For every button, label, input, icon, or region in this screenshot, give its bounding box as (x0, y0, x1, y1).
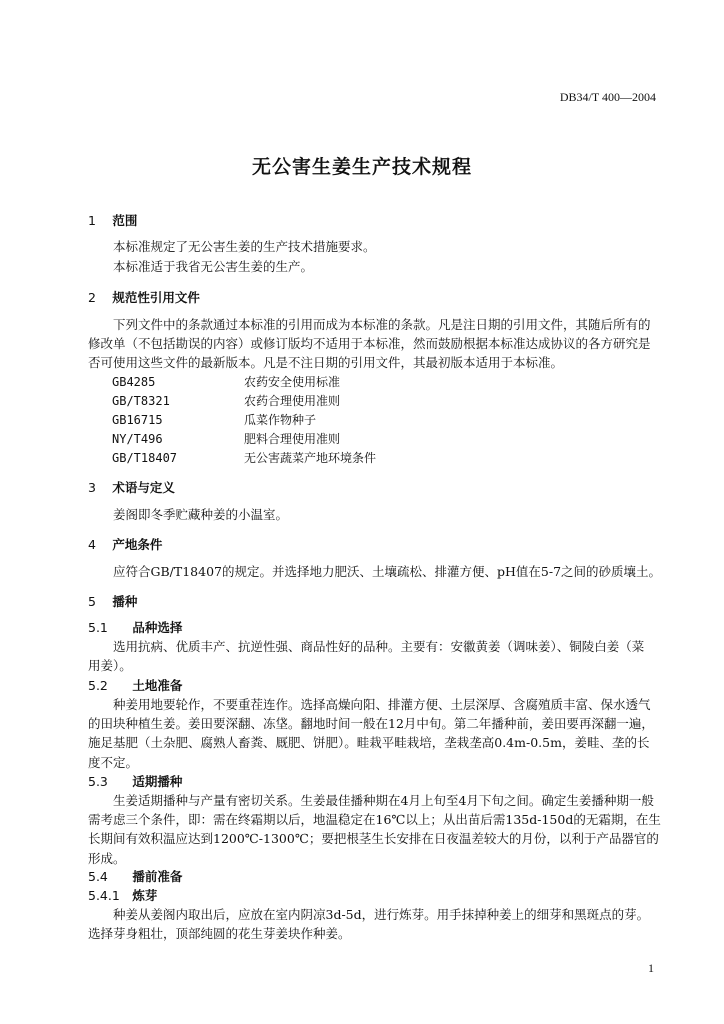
paragraph-line: 下列文件中的条款通过本标准的引用而成为本标准的条款。凡是注日期的引用文件，其随后所有的 (113, 317, 651, 332)
section-4-heading (88, 535, 162, 553)
section-number: 5.2 (88, 678, 108, 693)
reference-row (112, 392, 340, 409)
section-title: 范围 (112, 213, 138, 228)
section-4-paragraph: 应符合GB/T18407的规定。并选择地力肥沃、土壤疏松、排灌方便、pH值在5-7之间的砂质壤土。 (113, 564, 662, 579)
paragraph-line: 形成。 (88, 850, 126, 866)
reference-code: NY/T496 (112, 432, 163, 446)
section-5-4-1-paragraph (88, 905, 658, 943)
section-5-1-heading (88, 618, 182, 636)
reference-name: 农药合理使用准则 (244, 394, 341, 408)
section-5-3-paragraph (88, 791, 661, 868)
paragraph-line: 用姜）。 (88, 658, 132, 674)
reference-name: 农药安全使用标准 (244, 375, 341, 389)
reference-row (112, 449, 376, 466)
reference-code: GB/T8321 (112, 394, 170, 408)
reference-row (112, 373, 340, 390)
paragraph-line: 施足基肥（土杂肥、腐熟人畜粪、厩肥、饼肥）。畦栽平畦栽培，垄栽垄高0.4m-0.5m，姜畦、垄的长 (88, 735, 650, 751)
section-3-heading (88, 478, 175, 496)
section-5-2-heading (88, 676, 182, 694)
paragraph-line: 种姜用地要轮作，不要重茬连作。选择高燥向阳、排灌方便、土层深厚、含腐殖质丰富、保水透气 (113, 697, 651, 712)
paragraph-line: 需考虑三个条件，即：需在终霜期以后，地温稳定在16℃以上；从出苗后需135d-150d的无霜期，在生 (88, 812, 661, 828)
document-code: DB34/T 400—2004 (559, 90, 656, 104)
paragraph-line: 的田块种植生姜。姜田要深翻、冻垡。翻地时间一般在12月中旬。第二年播种前，姜田要再深翻一遍， (88, 716, 654, 732)
section-2-paragraph (88, 315, 658, 373)
reference-name: 肥料合理使用准则 (244, 432, 341, 446)
section-title: 适期播种 (132, 774, 183, 789)
section-title: 播种 (112, 594, 138, 609)
paragraph-line: 生姜适期播种与产量有密切关系。生姜最佳播种期在4月上旬至4月下旬之间。确定生姜播种期一般 (113, 793, 654, 808)
paragraph-line: 选择芽身粗壮，顶部纯圆的花生芽姜块作种姜。 (88, 926, 351, 942)
section-title: 炼芽 (132, 888, 158, 903)
paragraph-line: 长期间有效积温应达到1200℃-1300℃；要把根茎生长安排在日夜温差较大的月份，以利于产品器官的 (88, 831, 659, 847)
section-number: 5.4.1 (88, 888, 120, 903)
reference-row (112, 430, 340, 447)
reference-row (112, 411, 316, 428)
section-title: 规范性引用文件 (112, 290, 200, 305)
paragraph-line: 选用抗病、优质丰产、抗逆性强、商品性好的品种。主要有：安徽黄姜（调味姜）、铜陵白姜（菜 (113, 639, 645, 654)
section-number: 5.4 (88, 869, 108, 884)
section-title: 播前准备 (132, 869, 183, 884)
reference-name: 瓜菜作物种子 (244, 413, 317, 427)
section-5-1-paragraph (88, 637, 658, 675)
section-5-4-1-heading (88, 886, 157, 904)
section-1-paragraph-2: 本标准适于我省无公害生姜的生产。 (113, 259, 314, 274)
paragraph-line: 度不定。 (88, 754, 139, 770)
document-title: 无公害生姜生产技术规程 (251, 156, 472, 178)
section-5-heading (88, 592, 137, 610)
section-number: 2 (88, 290, 96, 305)
section-5-3-heading (88, 772, 182, 790)
section-number: 4 (88, 537, 96, 552)
section-title: 品种选择 (132, 620, 183, 635)
section-title: 产地条件 (112, 537, 163, 552)
section-5-2-paragraph (88, 695, 658, 772)
section-number: 1 (88, 213, 96, 228)
section-title: 术语与定义 (112, 480, 175, 495)
section-1-paragraph-1: 本标准规定了无公害生姜的生产技术措施要求。 (113, 239, 376, 254)
paragraph-line: 种姜从姜阁内取出后，应放在室内阴凉3d-5d，进行炼芽。用手抹掉种姜上的细芽和黑斑点的芽。 (113, 907, 650, 922)
paragraph-line: 否可使用这些文件的最新版本。凡是不注日期的引用文件，其最初版本适用于本标准。 (88, 355, 564, 371)
section-number: 5.3 (88, 774, 108, 789)
section-2-heading (88, 288, 200, 306)
section-3-paragraph: 姜阁即冬季贮藏种姜的小温室。 (113, 507, 289, 522)
section-number: 5 (88, 594, 96, 609)
section-number: 5.1 (88, 620, 108, 635)
paragraph-line: 修改单（不包括勘误的内容）或修订版均不适用于本标准，然而鼓励根据本标准达成协议的各方研究是 (88, 336, 651, 352)
section-number: 3 (88, 480, 96, 495)
section-5-4-heading (88, 867, 182, 885)
section-title: 土地准备 (132, 678, 183, 693)
section-1-heading (88, 211, 137, 229)
reference-code: GB/T18407 (112, 451, 178, 465)
reference-name: 无公害蔬菜产地环境条件 (244, 451, 377, 465)
reference-code: GB16715 (112, 413, 163, 427)
reference-code: GB4285 (112, 375, 156, 389)
page-number: 1 (648, 961, 654, 975)
